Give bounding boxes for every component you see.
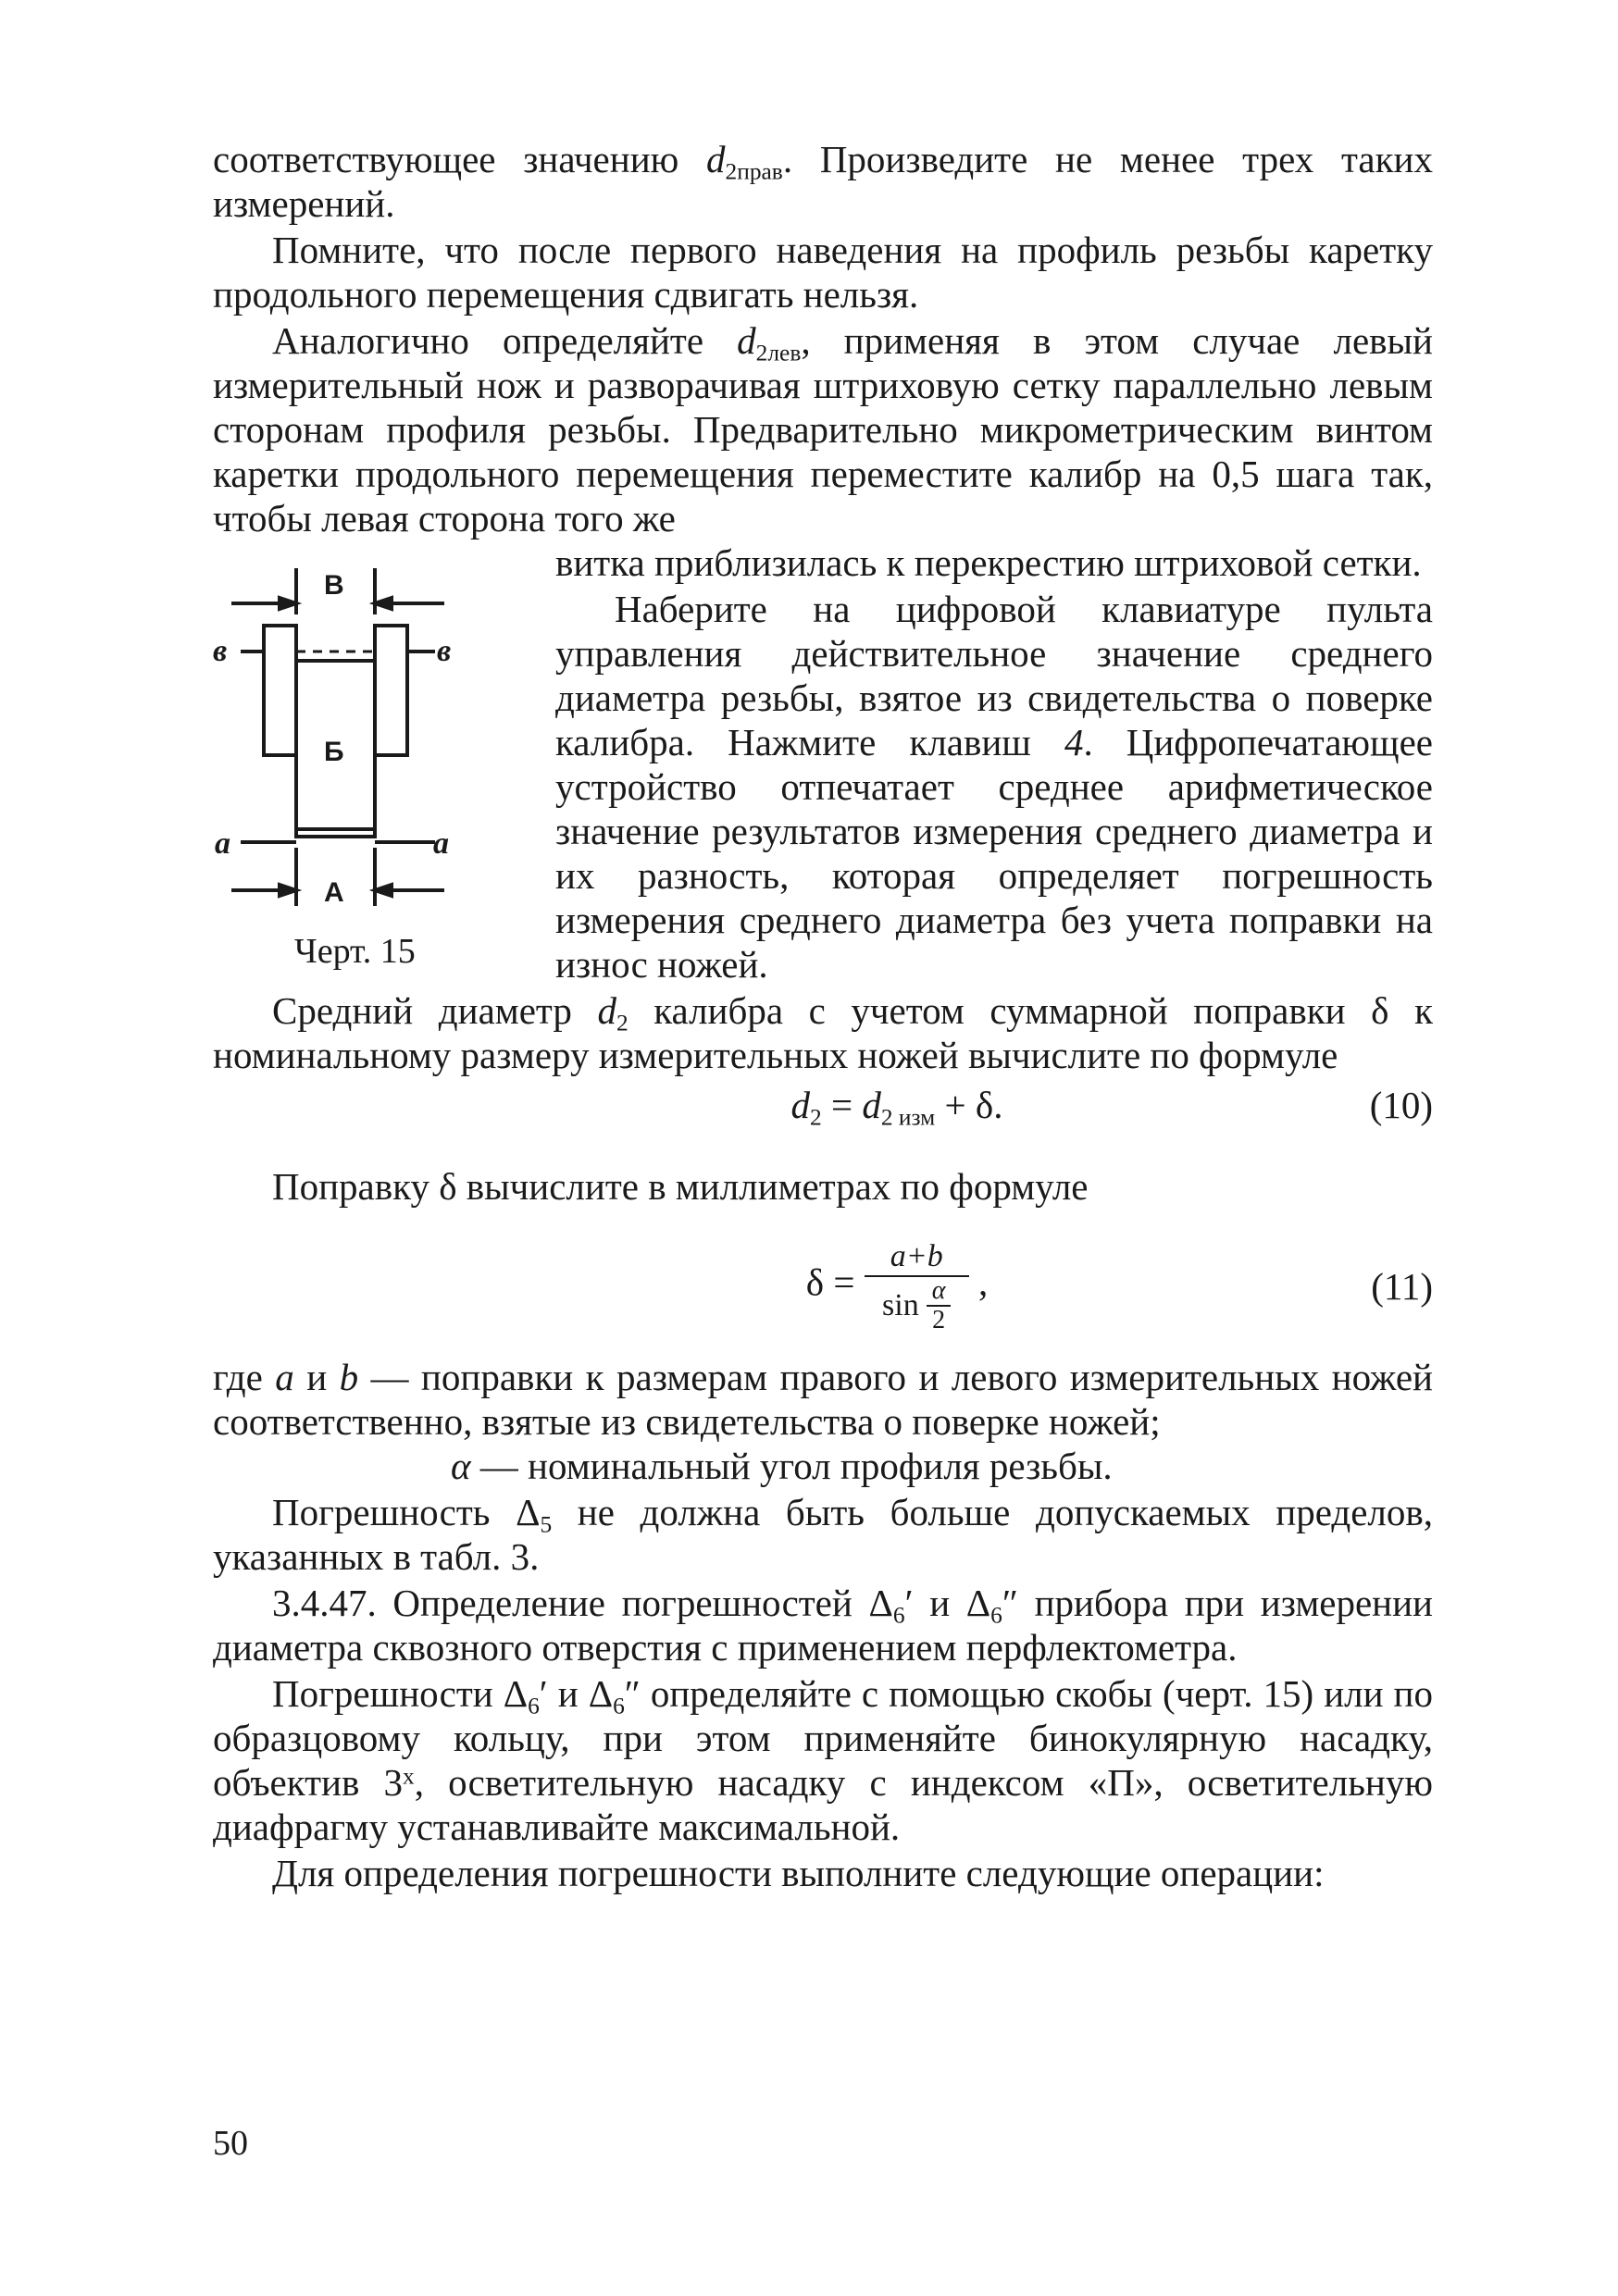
formula-11-number: (11) [1371, 1265, 1433, 1308]
paragraph-6: Поправку δ вычислите в миллиметрах по формуле [272, 1165, 1089, 1208]
page-body [213, 137, 1433, 1895]
paragraph-4: Наберите на цифровой клавиатуре пульта управления действительное значение среднего диаметра резьбы, взятое из свидетельства о поверке калибра. Нажмите клавиш 4. Цифропечатающее устройство отпечатает среднее арифметическое значение результатов измерения среднего диаметра и их разность, которая определяет погрешность измерения среднего диаметра без учета поправки на износ ножей. [555, 588, 1434, 986]
label-right-bottom: а [433, 826, 449, 861]
label-right-top: в [437, 634, 452, 668]
paragraph-10: Для определения погрешности выполните следующие операции: [272, 1852, 1325, 1894]
where-item-2: α — номинальный угол профиля резьбы. [451, 1445, 1113, 1487]
figure-caption: Черт. 15 [294, 932, 416, 971]
label-left-top: в [213, 634, 228, 668]
paragraph-8: 3.4.47. Определение погрешностей $\Delta_6'$ и $\Delta_6''$ прибора при измерении диаметра сквозного отверстия с применением перфлектометра. [213, 1582, 1433, 1669]
formula-11-half-angle [927, 1277, 952, 1334]
formula-10 [213, 1083, 1433, 1131]
formula-11-denominator [882, 1277, 951, 1334]
paragraph-3-continued: витка приблизилась к перекрестию штриховой сетки. [555, 541, 1422, 584]
figure-15 [213, 540, 555, 975]
where-item-1: где a и b — поправки к размерам правого и левого измерительных ножей соответственно, взятые из свидетельства о поверке ножей; [213, 1356, 1433, 1443]
paragraph-5: Средний диаметр $d_2$ калибра с учетом суммарной поправки δ к номинальному размеру измерительных ножей вычислите по формуле [213, 989, 1433, 1076]
label-middle: Б [324, 737, 344, 767]
formula-11-sin: sin [882, 1288, 919, 1322]
paragraph-1: соответствующее значению $d_{2прав}$. Произведите не менее трех таких измерений. [213, 138, 1433, 225]
paragraph-3: Аналогично определяйте $d_{2лев}$, применяя в этом случае левый измерительный нож и разворачивая штриховую сетку параллельно левым сторонам профиля резьбы. Предварительно микрометрическим винтом каретки продольного перемещения переместите калибр на 0,5 шага так, чтобы левая сторона того же [213, 319, 1433, 540]
formula-11-alpha: α [927, 1277, 952, 1307]
formula-10-number: (10) [1369, 1084, 1433, 1126]
paragraph-2: Помните, что после первого наведения на профиль резьбы каретку продольного перемещения сдвигать нельзя. [213, 229, 1433, 316]
figure-side-text [555, 540, 1433, 987]
formula-11-expression [213, 1238, 1340, 1334]
label-top: В [324, 570, 344, 601]
page-number: 50 [213, 2124, 248, 2163]
formula-11-numerator: a+b [865, 1238, 969, 1277]
label-left-bottom: а [215, 826, 230, 861]
formula-11 [213, 1231, 1433, 1342]
paragraph-7: Погрешность $\Delta_5$ не должна быть больше допускаемых пределов, указанных в табл. 3. [213, 1491, 1433, 1578]
formula-11-two: 2 [932, 1306, 946, 1334]
formula-11-fraction [865, 1238, 969, 1334]
formula-10-expression: $d_2 = d_{2 изм} + \delta$. [790, 1084, 1003, 1131]
gauge-diagram [213, 559, 518, 929]
figure-with-text [213, 540, 1433, 987]
paragraph-9: Погрешности $\Delta_6'$ и $\Delta_6''$ определяйте с помощью скобы (черт. 15) или по образцовому кольцу, при этом применяйте бинокулярную насадку, объектив 3$^x$, осветительную насадку с индексом «П», осветительную диафрагму устанавливайте максимальной. [213, 1672, 1433, 1848]
label-bottom: А [324, 877, 344, 908]
where-block [213, 1355, 1433, 1488]
formula-11-lhs: δ = [805, 1260, 855, 1304]
formula-11-comma: , [977, 1260, 989, 1304]
